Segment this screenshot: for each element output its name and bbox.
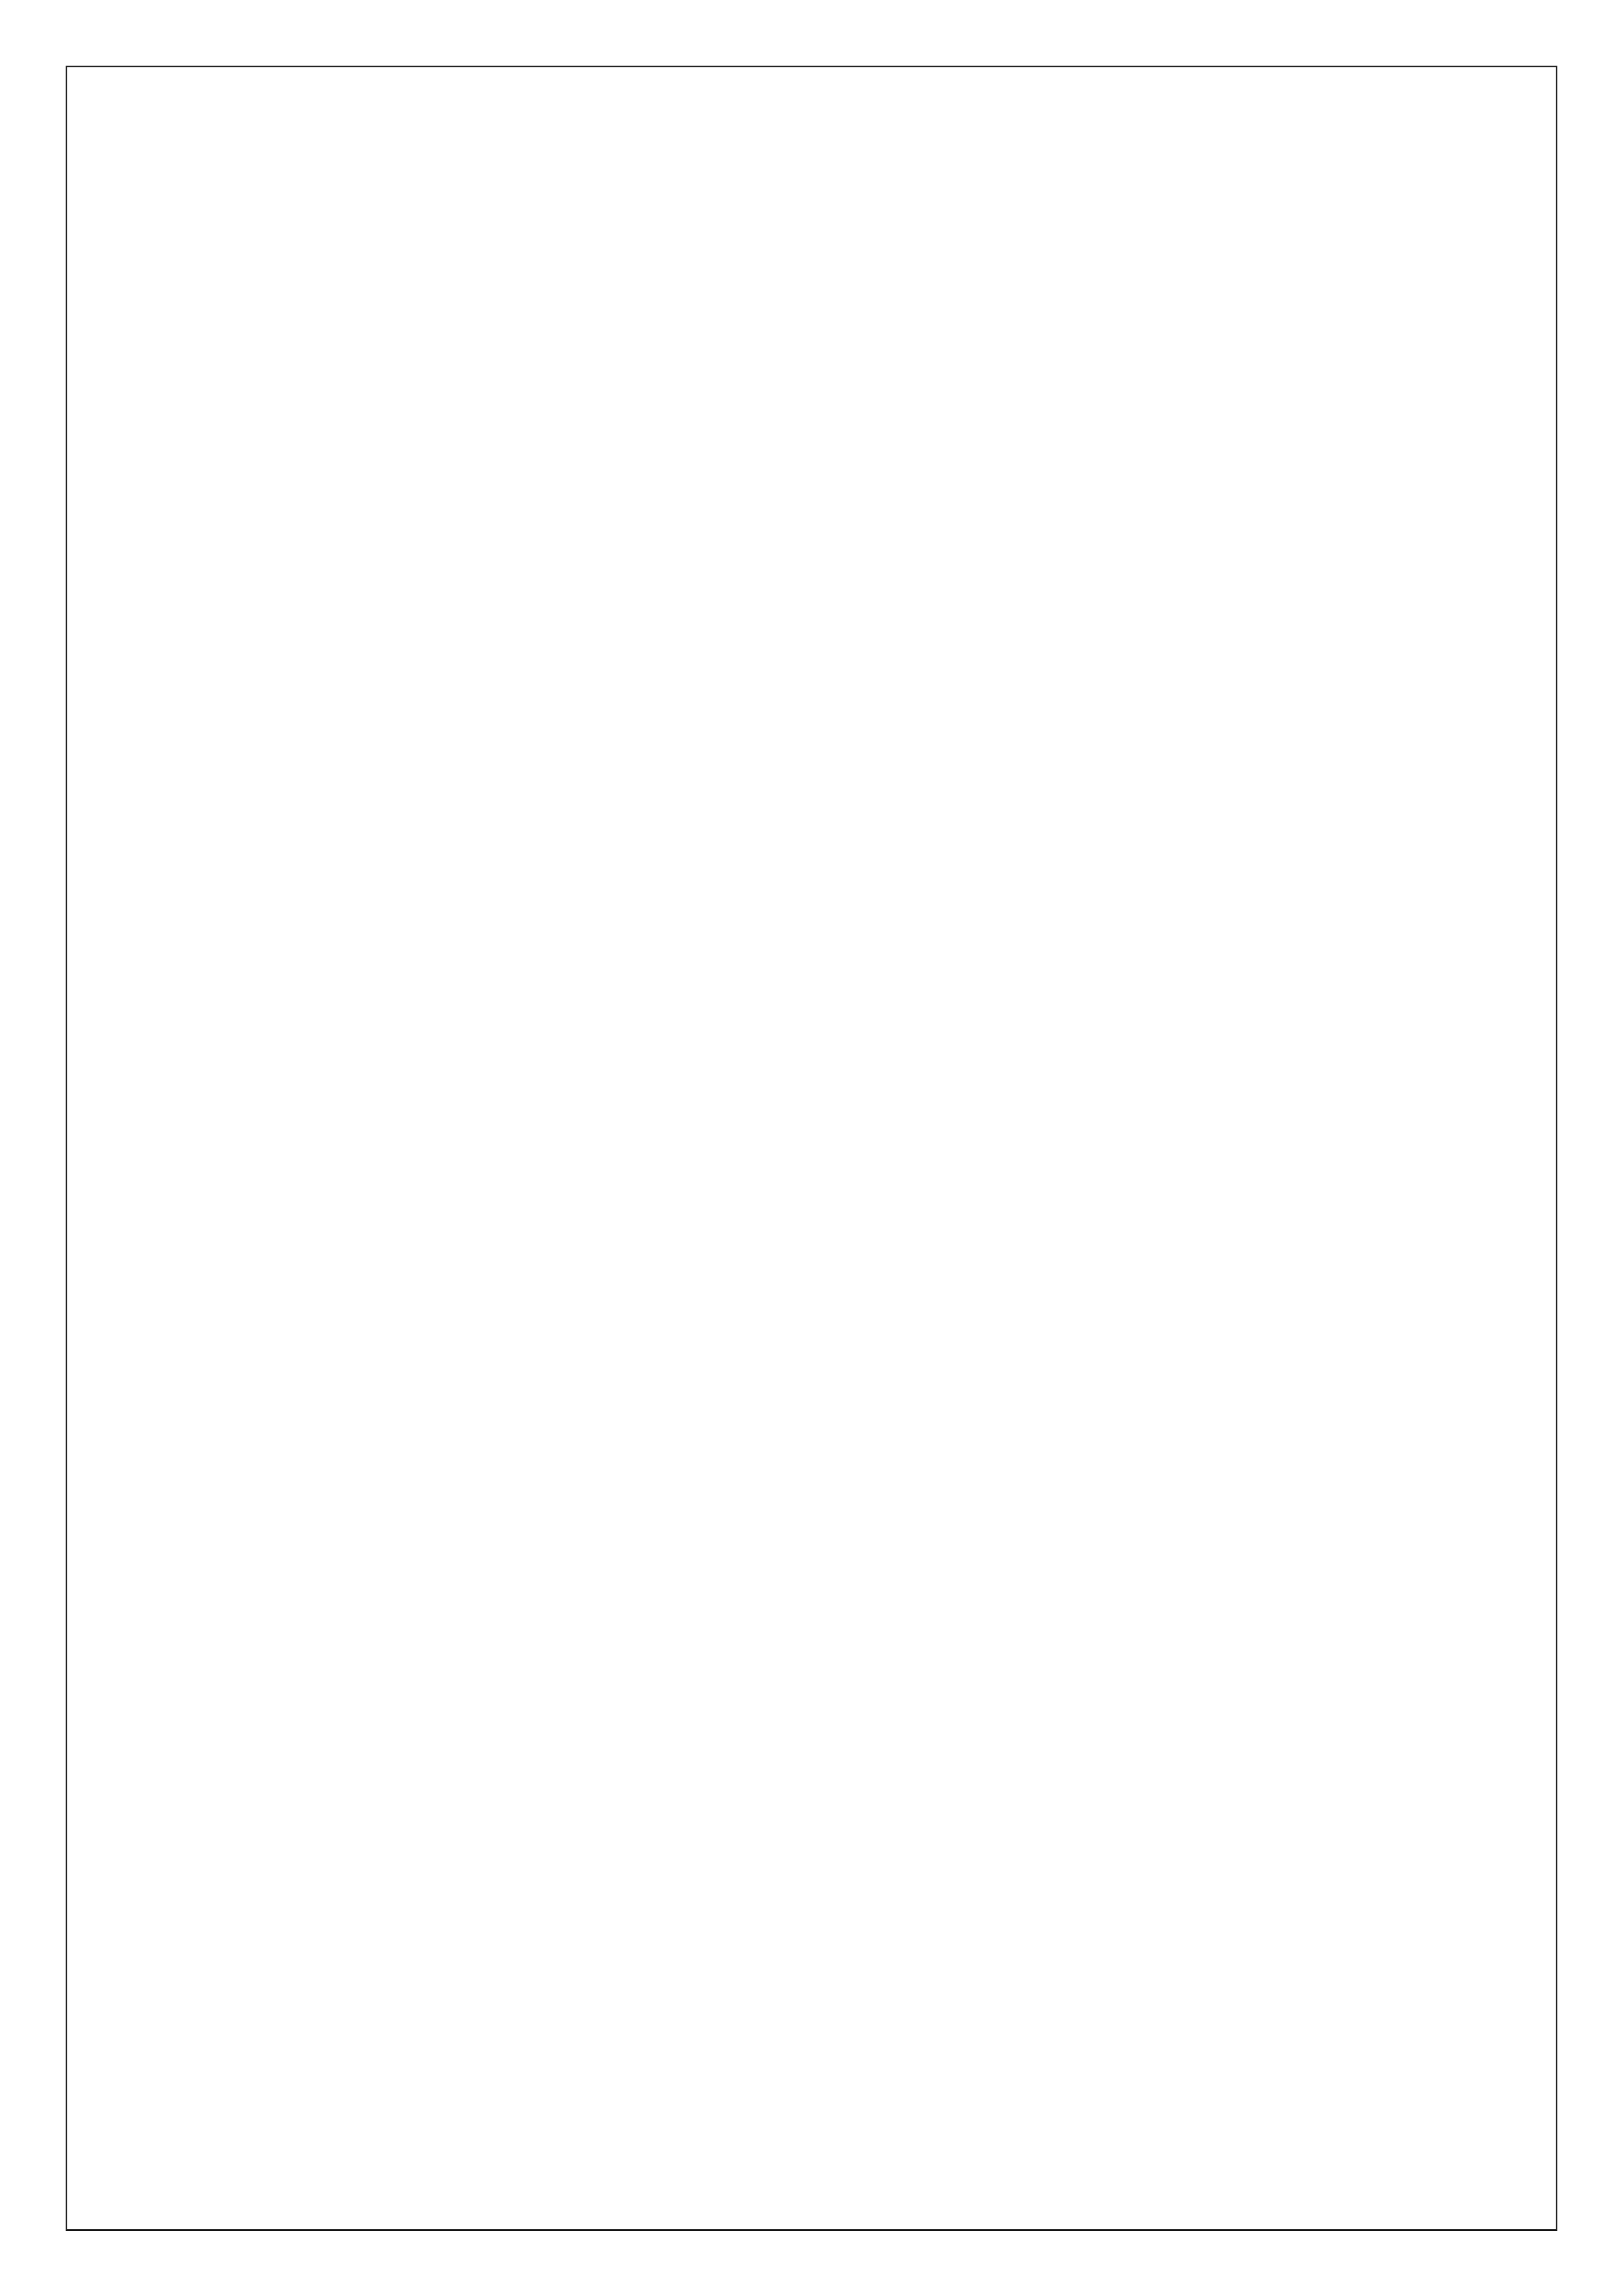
text-line — [199, 403, 1433, 454]
text-line — [199, 454, 1433, 506]
document-body — [199, 196, 1433, 1074]
text-line — [199, 609, 1433, 661]
text-line — [199, 970, 1433, 1022]
text-line — [199, 712, 1433, 764]
text-line — [199, 248, 1433, 300]
section-heading — [199, 764, 1433, 816]
greeting — [199, 867, 1433, 919]
text-line — [199, 1022, 1433, 1074]
text-line — [199, 300, 1433, 351]
text-line — [199, 351, 1433, 403]
text-line — [199, 558, 1433, 609]
text-line — [199, 919, 1433, 970]
salutation — [199, 816, 1433, 867]
text-line — [199, 196, 1433, 248]
text-line — [199, 506, 1433, 558]
page-footer — [0, 2120, 1623, 2152]
text-line — [199, 661, 1433, 712]
